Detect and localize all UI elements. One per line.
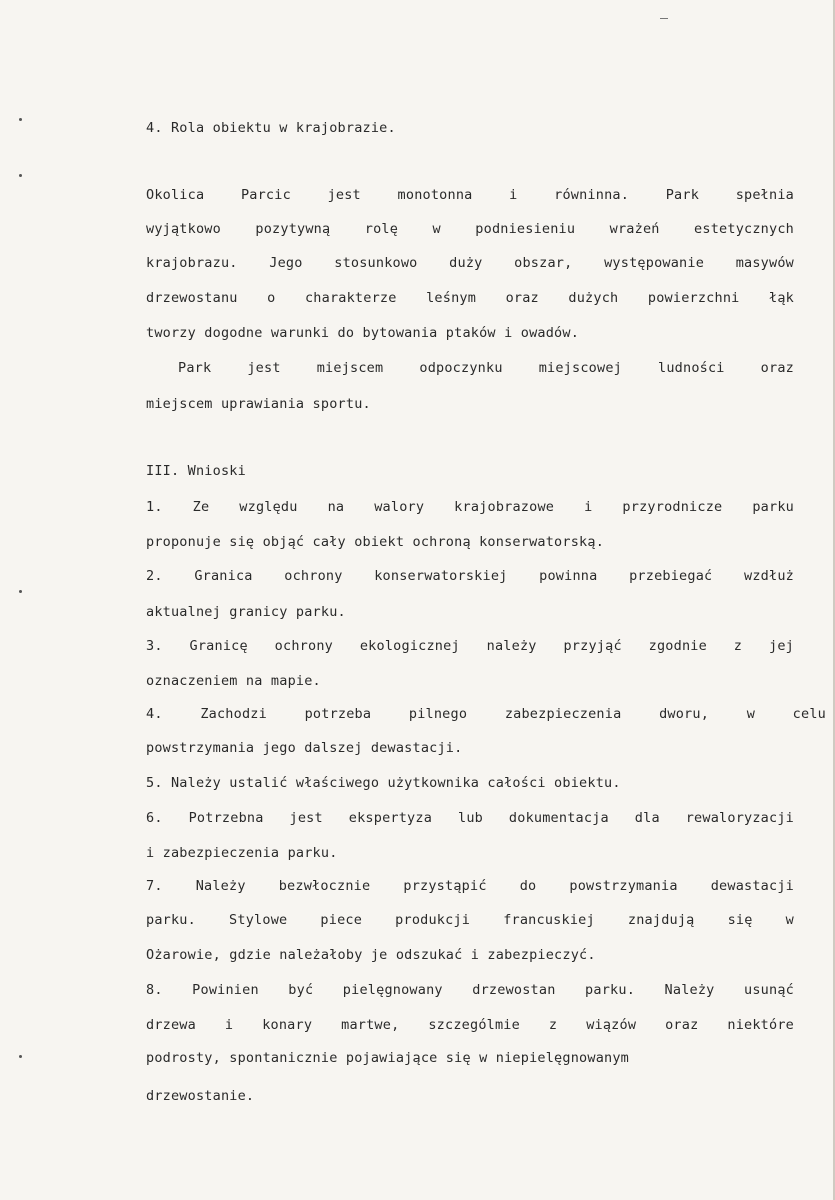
list-line: drzewa i konary martwe, szczególmie z wiązów oraz niektóre <box>146 1017 794 1033</box>
list-line: 3. Granicę ochrony ekologicznej należy przyjąć zgodnie z jej <box>146 638 794 654</box>
list-line: powstrzymania jego dalszej dewastacji. <box>146 740 463 756</box>
section-heading: III. Wnioski <box>146 463 246 479</box>
list-line: 7. Należy bezwłocznie przystąpić do powstrzymania dewastacji <box>146 878 794 894</box>
list-line: 2. Granica ochrony konserwatorskiej powinna przebiegać wzdłuż <box>146 568 794 584</box>
list-line: 1. Ze względu na walory krajobrazowe i przyrodnicze parku <box>146 499 794 515</box>
margin-speck <box>19 1055 22 1058</box>
list-line: parku. Stylowe piece produkcji francuskiej znajdują się w <box>146 912 794 928</box>
margin-speck <box>19 174 22 177</box>
list-line: Ożarowie, gdzie należałoby je odszukać i zabezpieczyć. <box>146 947 596 963</box>
list-line: 6. Potrzebna jest ekspertyza lub dokumentacja dla rewaloryzacji <box>146 810 794 826</box>
section-heading: 4. Rola obiektu w krajobrazie. <box>146 120 396 136</box>
list-line: podrosty, spontanicznie pojawiające się w niepielęgnowanym <box>146 1050 630 1066</box>
paragraph-line: Park jest miejscem odpoczynku miejscowej ludności oraz <box>178 360 794 376</box>
paragraph-line: Okolica Parcic jest monotonna i równinna. Park spełnia <box>146 187 794 203</box>
paragraph-line: krajobrazu. Jego stosunkowo duży obszar, występowanie masywów <box>146 255 794 271</box>
list-line: drzewostanie. <box>146 1088 255 1104</box>
list-line: 5. Należy ustalić właściwego użytkownika całości obiektu. <box>146 775 621 791</box>
paragraph-line: drzewostanu o charakterze leśnym oraz dużych powierzchni łąk <box>146 290 794 306</box>
scan-mark <box>660 18 668 19</box>
list-line: aktualnej granicy parku. <box>146 604 346 620</box>
list-line: 4. Zachodzi potrzeba pilnego zabezpieczenia dworu, w celu <box>146 706 826 722</box>
paragraph-line: tworzy dogodne warunki do bytowania ptaków i owadów. <box>146 325 580 341</box>
list-line: oznaczeniem na mapie. <box>146 673 321 689</box>
margin-speck <box>19 590 22 593</box>
list-line: i zabezpieczenia parku. <box>146 845 338 861</box>
paragraph-line: miejscem uprawiania sportu. <box>146 396 371 412</box>
list-line: proponuje się objąć cały obiekt ochroną konserwatorską. <box>146 534 605 550</box>
list-line: 8. Powinien być pielęgnowany drzewostan parku. Należy usunąć <box>146 982 794 998</box>
paragraph-line: wyjątkowo pozytywną rolę w podniesieniu wrażeń estetycznych <box>146 221 794 237</box>
margin-speck <box>19 118 22 121</box>
